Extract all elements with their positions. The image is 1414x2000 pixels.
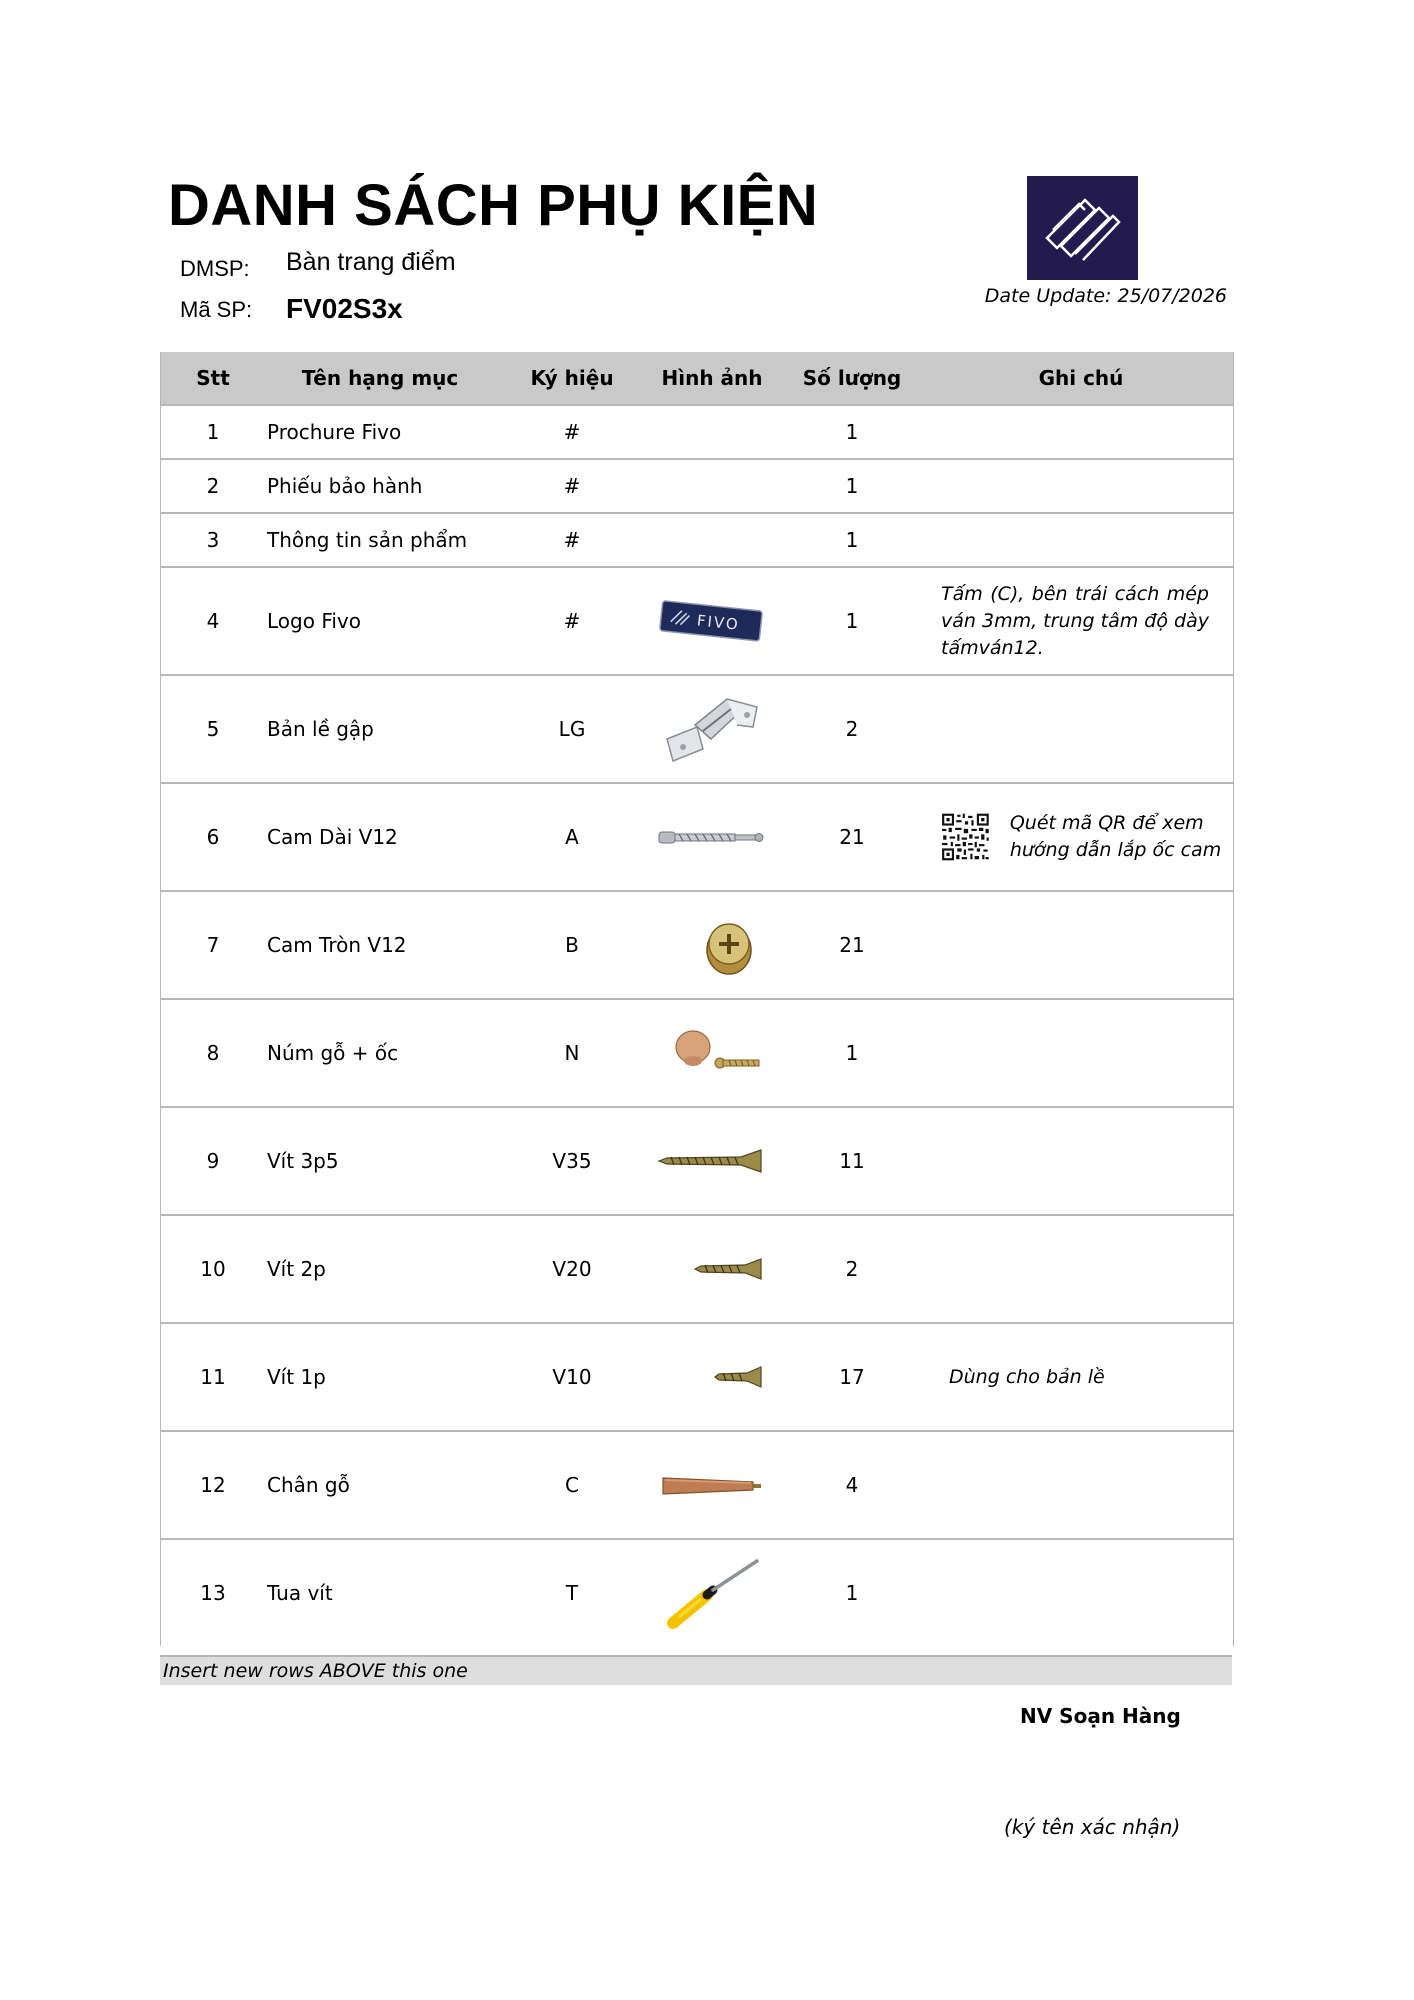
dmsp-label: DMSP: [180, 256, 250, 281]
page-title: DANH SÁCH PHỤ KIỆN [168, 173, 819, 238]
date-update: Date Update: 25/07/2026 [984, 285, 1227, 307]
wood-leg-icon [657, 1470, 767, 1500]
row-note [929, 406, 1233, 458]
row-note [929, 568, 1233, 674]
row-note-text: Quét mã QR để xem hướng dẫn lắp ốc cam [1009, 812, 1222, 861]
masp-value: FV02S3x [286, 293, 403, 324]
row-image [649, 892, 775, 998]
row-qty: 4 [845, 1473, 859, 1497]
row-image [649, 1108, 775, 1214]
row-name: Thông tin sản phẩm [267, 528, 468, 552]
row-qty: 2 [845, 1257, 859, 1281]
row-symbol: V20 [552, 1257, 592, 1281]
row-qty: 21 [839, 933, 865, 957]
row-symbol: # [563, 528, 581, 552]
row-name: Vít 1p [267, 1365, 326, 1389]
row-name: Prochure Fivo [267, 420, 402, 444]
row-symbol: A [565, 825, 579, 849]
row-stt: 10 [200, 1257, 226, 1281]
col-image: Hình ảnh [661, 366, 763, 390]
row-name: Núm gỗ + ốc [267, 1041, 399, 1065]
table-row [161, 1106, 1233, 1214]
row-name: Tua vít [267, 1581, 333, 1605]
row-symbol: LG [558, 717, 586, 741]
row-name: Cam Dài V12 [267, 825, 398, 849]
row-note [929, 514, 1233, 566]
row-stt: 6 [206, 825, 220, 849]
table-row [161, 512, 1233, 566]
row-qty: 2 [845, 717, 859, 741]
col-symbol: Ký hiệu [530, 366, 614, 390]
row-note [929, 1324, 1233, 1430]
row-qty: 1 [845, 609, 859, 633]
row-note [929, 1216, 1233, 1322]
col-note: Ghi chú [1038, 366, 1124, 390]
dmsp-value: Bàn trang điểm [286, 248, 456, 276]
table-row [161, 458, 1233, 512]
row-qty: 21 [839, 825, 865, 849]
row-name: Vít 3p5 [267, 1149, 339, 1173]
row-note [929, 676, 1233, 782]
row-image [649, 568, 775, 674]
row-stt: 3 [206, 528, 220, 552]
table-row [161, 404, 1233, 458]
row-note-text: Tấm (C), bên trái cách mép ván 3mm, trung tâm độ dày tấmván12. [941, 582, 1209, 659]
company-logo [1027, 176, 1138, 280]
row-stt: 7 [206, 933, 220, 957]
row-image [649, 1540, 775, 1646]
row-stt: 11 [200, 1365, 226, 1389]
row-qty: 1 [845, 528, 859, 552]
table-row [161, 1214, 1233, 1322]
row-qty: 1 [845, 1041, 859, 1065]
table-footer-note: Insert new rows ABOVE this one [160, 1655, 1232, 1685]
table-row [161, 566, 1233, 674]
row-note [929, 1432, 1233, 1538]
row-note [929, 784, 1233, 890]
cam-bolt-icon [657, 822, 767, 852]
row-symbol: V10 [552, 1365, 592, 1389]
row-image [649, 1432, 775, 1538]
row-name: Chân gỗ [267, 1473, 350, 1497]
row-symbol: B [565, 933, 579, 957]
table-header [161, 352, 1233, 404]
table-row [161, 1430, 1233, 1538]
row-symbol: # [563, 609, 581, 633]
screwdriver-icon [657, 1555, 767, 1631]
wood-knob-screw-icon [657, 1023, 767, 1083]
table-row [161, 782, 1233, 890]
table-row [161, 1322, 1233, 1430]
row-image [649, 784, 775, 890]
row-symbol: V35 [552, 1149, 592, 1173]
row-note [929, 1108, 1233, 1214]
table-row [161, 998, 1233, 1106]
cam-lock-icon [657, 910, 767, 980]
row-image [649, 514, 775, 566]
screw-long-icon [657, 1146, 767, 1176]
row-name: Logo Fivo [267, 609, 361, 633]
row-name: Phiếu bảo hành [267, 474, 423, 498]
row-note [929, 1540, 1233, 1646]
hinge-icon [657, 687, 767, 771]
row-stt: 5 [206, 717, 220, 741]
row-symbol: # [563, 474, 581, 498]
row-note [929, 892, 1233, 998]
row-image [649, 1000, 775, 1106]
row-stt: 8 [206, 1041, 220, 1065]
row-image [649, 676, 775, 782]
row-image [649, 1216, 775, 1322]
row-symbol: N [564, 1041, 580, 1065]
row-name: Vít 2p [267, 1257, 326, 1281]
screw-medium-icon [657, 1254, 767, 1284]
row-qty: 1 [845, 474, 859, 498]
table-row [161, 890, 1233, 998]
row-symbol: T [565, 1581, 579, 1605]
screw-short-icon [657, 1362, 767, 1392]
row-name: Cam Tròn V12 [267, 933, 407, 957]
masp-label: Mã SP: [180, 297, 253, 322]
row-qty: 11 [839, 1149, 865, 1173]
table-row [161, 674, 1233, 782]
col-name: Tên hạng mục [301, 366, 459, 390]
signature-note: (ký tên xác nhận) [1004, 1815, 1181, 1839]
row-note [929, 1000, 1233, 1106]
row-note [929, 460, 1233, 512]
fivo-logo-plate-icon [657, 596, 767, 646]
row-image [649, 460, 775, 512]
row-note-text: Dùng cho bản lề [949, 1365, 1105, 1388]
row-symbol: C [565, 1473, 579, 1497]
row-stt: 12 [200, 1473, 226, 1497]
row-stt: 4 [206, 609, 220, 633]
row-stt: 2 [206, 474, 220, 498]
col-stt: Stt [196, 366, 230, 390]
row-image [649, 1324, 775, 1430]
row-stt: 13 [200, 1581, 226, 1605]
row-stt: 9 [206, 1149, 220, 1173]
row-image [649, 406, 775, 458]
row-qty: 1 [845, 1581, 859, 1605]
table-row [161, 1538, 1233, 1646]
accessory-table [160, 352, 1234, 1646]
signature-title: NV Soạn Hàng [1020, 1704, 1181, 1728]
row-name: Bản lề gập [267, 717, 374, 741]
row-qty: 17 [839, 1365, 865, 1389]
fivo-plate-text: FIVO [696, 611, 741, 634]
row-qty: 1 [845, 420, 859, 444]
col-qty: Số lượng [802, 366, 902, 390]
row-symbol: # [563, 420, 581, 444]
qr-code-icon [941, 792, 990, 882]
row-stt: 1 [206, 420, 220, 444]
